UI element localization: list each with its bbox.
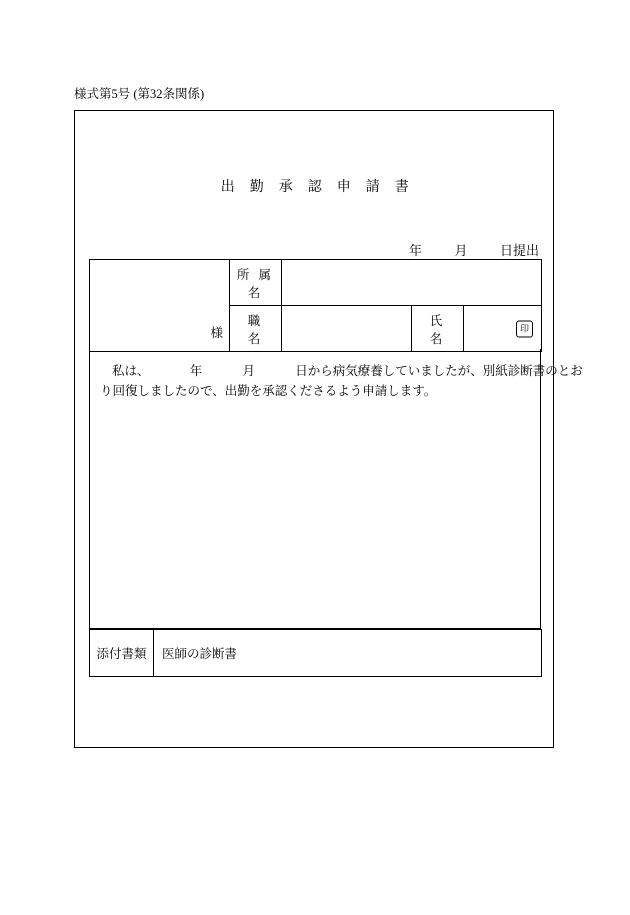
department-value[interactable] xyxy=(282,260,542,306)
table-row-department xyxy=(90,260,542,306)
addressee-honorific: 様 xyxy=(210,326,223,340)
submission-date-line xyxy=(409,240,539,259)
form-number: 様式第5号 (第32条関係) xyxy=(74,87,205,101)
page-title: 出 勤 承 認 申 請 書 xyxy=(220,180,410,195)
statement-year-label: 年 xyxy=(189,364,203,378)
statement-opening: 私は、 xyxy=(112,364,150,378)
document-frame xyxy=(74,110,583,748)
name-value[interactable] xyxy=(464,306,542,352)
applicant-table xyxy=(89,259,542,352)
attachment-value[interactable]: 医師の診断書 xyxy=(154,630,542,677)
post-value[interactable] xyxy=(282,306,412,352)
post-label: 職 名 xyxy=(230,306,282,352)
submission-month-label: 月 xyxy=(454,243,468,258)
department-label: 所 属 名 xyxy=(230,260,282,306)
submission-day-label: 日提出 xyxy=(499,243,539,258)
addressee-cell[interactable] xyxy=(90,260,230,352)
submission-year-label: 年 xyxy=(408,243,422,258)
attachment-table xyxy=(89,629,542,677)
seal-stamp-icon: 印 xyxy=(516,320,533,337)
statement-line-2: り回復しましたので、出勤を承認くださるよう申請します。 xyxy=(100,384,437,398)
statement-month-label: 月 xyxy=(242,364,256,378)
statement-box xyxy=(89,349,583,629)
statement-line-1 xyxy=(100,361,583,381)
statement-line1-rest: 日から病気療養していましたが、別紙診断書のとお xyxy=(295,364,583,378)
table-row-attachment xyxy=(90,630,542,677)
attachment-label: 添付書類 xyxy=(90,630,154,677)
name-label: 氏 名 xyxy=(412,306,464,352)
